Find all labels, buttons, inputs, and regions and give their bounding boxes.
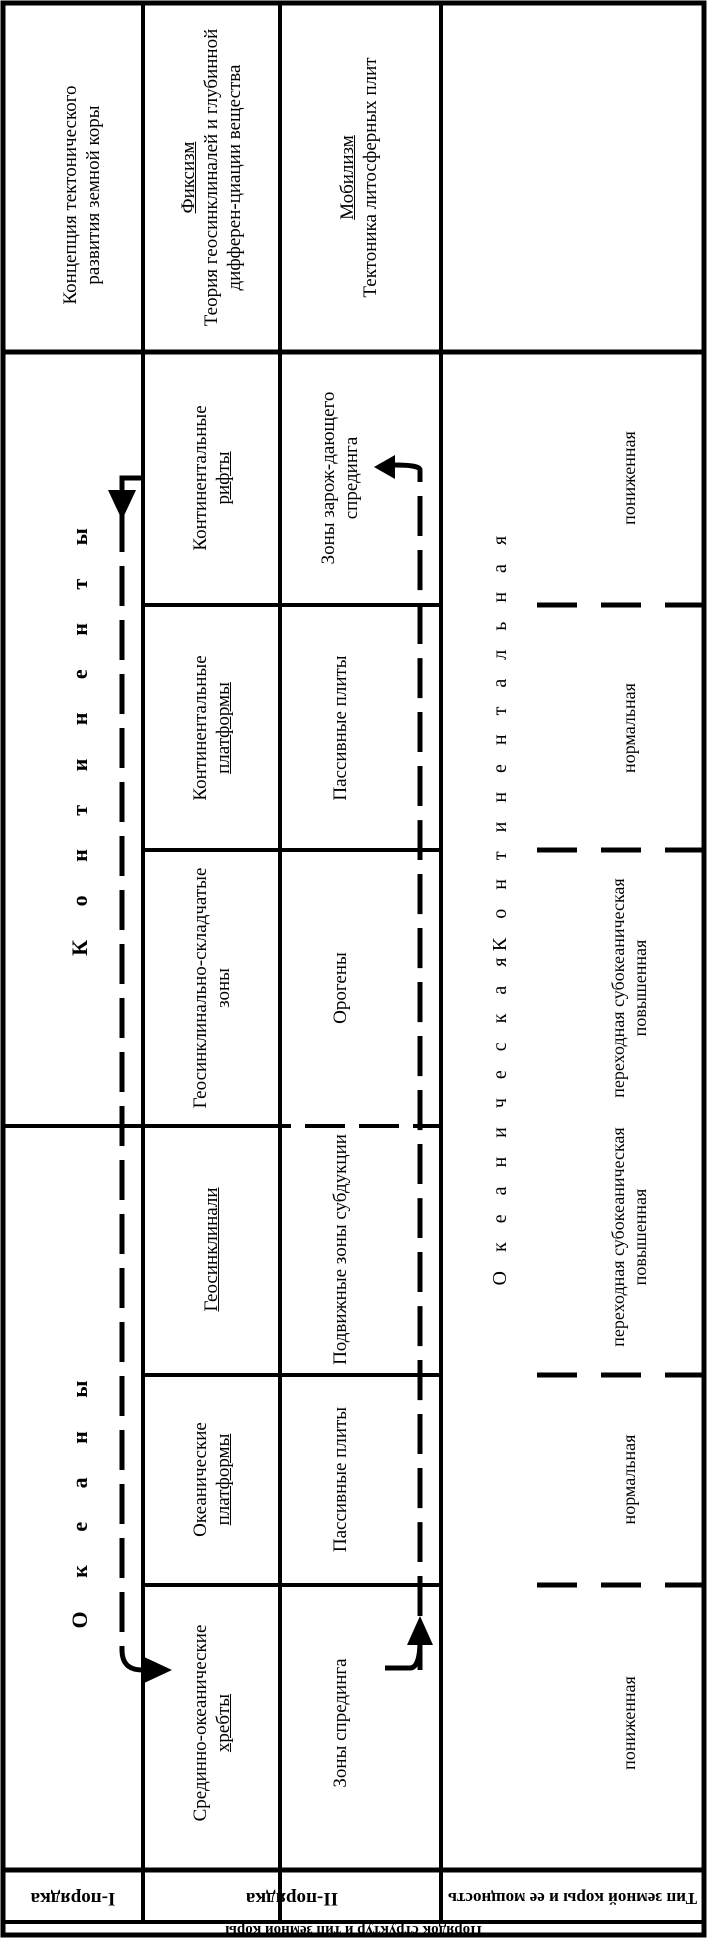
thickness-1: пониженная: [619, 1676, 640, 1770]
fixism-theory: Теория геосинклиналей и глубинной дифферен-циации вещества: [201, 28, 245, 327]
crust-label: Тип земной коры и ее мощность: [448, 1888, 697, 1908]
mobilism-cell-2: Пассивные плиты: [329, 1406, 351, 1553]
concept-header: Концепция тектонического развития земной коры: [59, 85, 104, 305]
order1-label: I-порядка: [30, 1887, 116, 1909]
thickness-6: пониженная: [619, 431, 640, 525]
fixism-cell-6-term: рифты: [212, 451, 234, 505]
fixism-cell-1: Срединно-океанические: [189, 1624, 211, 1822]
order2-label: II-порядка: [245, 1887, 339, 1909]
mobilism-name: Мобилизм: [337, 135, 359, 220]
fixism-cell-1-term: хребты: [212, 1693, 234, 1753]
thickness-2: нормальная: [619, 1434, 640, 1525]
thickness-5: нормальная: [619, 683, 640, 773]
mobilism-cell-6: Зоны зарож-дающего спрединга: [318, 391, 362, 565]
fixism-name: Фиксизм: [178, 141, 200, 214]
crust-continental: К о н т и н е н т а л ь н а я: [489, 528, 511, 952]
oceans-label: О к е а н ы: [66, 1366, 92, 1629]
fixism-cell-5-term: платформы: [212, 682, 234, 774]
mobilism-cell-1: Зоны спрединга: [329, 1658, 351, 1788]
mobilism-cell-3: Подвижные зоны субдукции: [329, 1134, 351, 1365]
thickness-3: переходная субокеаническая повышенная: [608, 1127, 650, 1347]
mobilism-theory: Тектоника литосферных плит: [360, 57, 381, 298]
fixism-cell-6: Континентальные: [189, 405, 211, 551]
thickness-4: переходная субокеаническая повышенная: [608, 878, 650, 1098]
fixism-cell-2: Океанические: [189, 1422, 211, 1537]
fixism-cell-5: Континентальные: [189, 655, 211, 801]
footer-label: Порядок структур и тип земной коры: [225, 1922, 482, 1938]
mobilism-cell-4: Орогены: [329, 952, 351, 1024]
fixism-cell-2-term: платформы: [212, 1433, 234, 1526]
arrow-head-up: [407, 1616, 433, 1645]
fixism-cell-4: Геосинклинально-складчатые зоны: [189, 867, 234, 1109]
mobilism-cell-5: Пассивные плиты: [329, 655, 351, 801]
crust-oceanic: О к е а н и ч е с к а я: [489, 950, 511, 1286]
fixism-cell-3: Геосинклинали: [201, 1187, 223, 1312]
continents-label: К о н т и н е н т ы: [66, 514, 92, 956]
